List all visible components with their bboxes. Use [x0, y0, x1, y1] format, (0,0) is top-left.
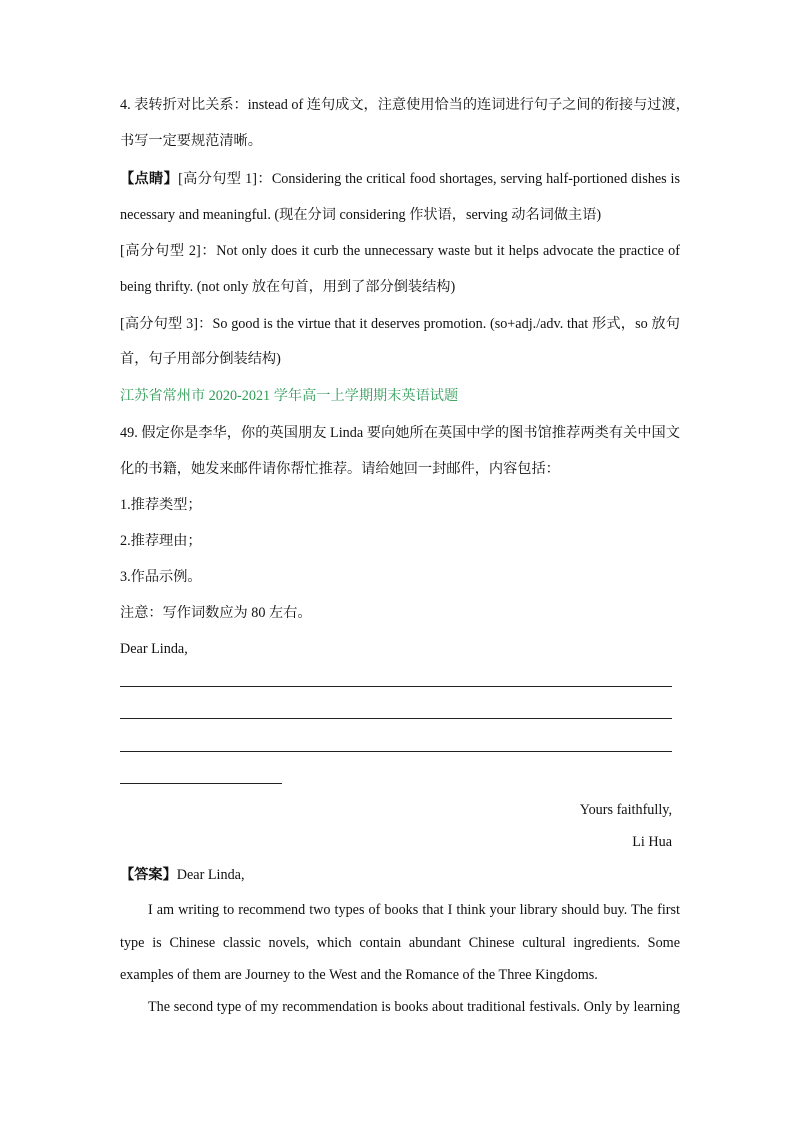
paragraph-line: [高分句型 3]：So good is the virtue that it deserves promotion. (so+adj./adv. that 形式，so 放句 — [120, 316, 680, 332]
pointer-label: 【点睛】 — [120, 171, 179, 187]
letter-signature: Li Hua — [632, 834, 672, 850]
answer-salutation: Dear Linda, — [176, 867, 245, 883]
answer-line: type is Chinese classic novels, which contain abundant Chinese cultural ingredients. Some — [120, 935, 680, 951]
answer-label: 【答案】 — [120, 867, 177, 883]
pointer-paragraph-line — [120, 170, 680, 188]
pointer-text: [高分句型 1]：Considering the critical food shortages, serving half-portioned dishes is — [178, 171, 680, 187]
answer-line: The second type of my recommendation is books about traditional festivals. Only by learning — [148, 999, 680, 1015]
answer-line: I am writing to recommend two types of books that I think your library should buy. The first — [148, 902, 680, 918]
question-line: 49. 假定你是李华，你的英国朋友 Linda 要向她所在英国中学的图书馆推荐两类有关中国文 — [120, 425, 680, 441]
letter-salutation: Dear Linda, — [120, 641, 188, 657]
note: 注意：写作词数应为 80 左右。 — [120, 605, 312, 621]
writing-line — [120, 718, 672, 719]
answer-line: examples of them are Journey to the West and the Romance of the Three Kingdoms. — [120, 967, 598, 983]
paragraph-line: necessary and meaningful. (现在分词 considering 作状语，serving 动名词做主语) — [120, 207, 602, 223]
paragraph-line: 书写一定要规范清晰。 — [120, 133, 262, 149]
source-heading: 江苏省常州市 2020-2021 学年高一上学期期末英语试题 — [120, 388, 459, 404]
writing-line — [120, 686, 672, 687]
answer-heading — [120, 866, 680, 884]
writing-line — [120, 783, 282, 784]
paragraph-line: 首，句子用部分倒装结构) — [120, 351, 281, 367]
letter-closing: Yours faithfully, — [579, 802, 672, 818]
question-line: 化的书籍，她发来邮件请你帮忙推荐。请给她回一封邮件，内容包括： — [120, 461, 560, 477]
paragraph-line: [高分句型 2]：Not only does it curb the unnecessary waste but it helps advocate the practice of — [120, 243, 680, 259]
list-item: 1.推荐类型； — [120, 497, 202, 513]
paragraph-line: 4. 表转折对比关系：instead of 连句成文，注意使用恰当的连词进行句子之间的衔接与过渡， — [120, 97, 690, 113]
writing-line — [120, 751, 672, 752]
list-item: 2.推荐理由； — [120, 533, 202, 549]
list-item: 3.作品示例。 — [120, 569, 202, 585]
paragraph-line: being thrifty. (not only 放在句首，用到了部分倒装结构) — [120, 279, 456, 295]
